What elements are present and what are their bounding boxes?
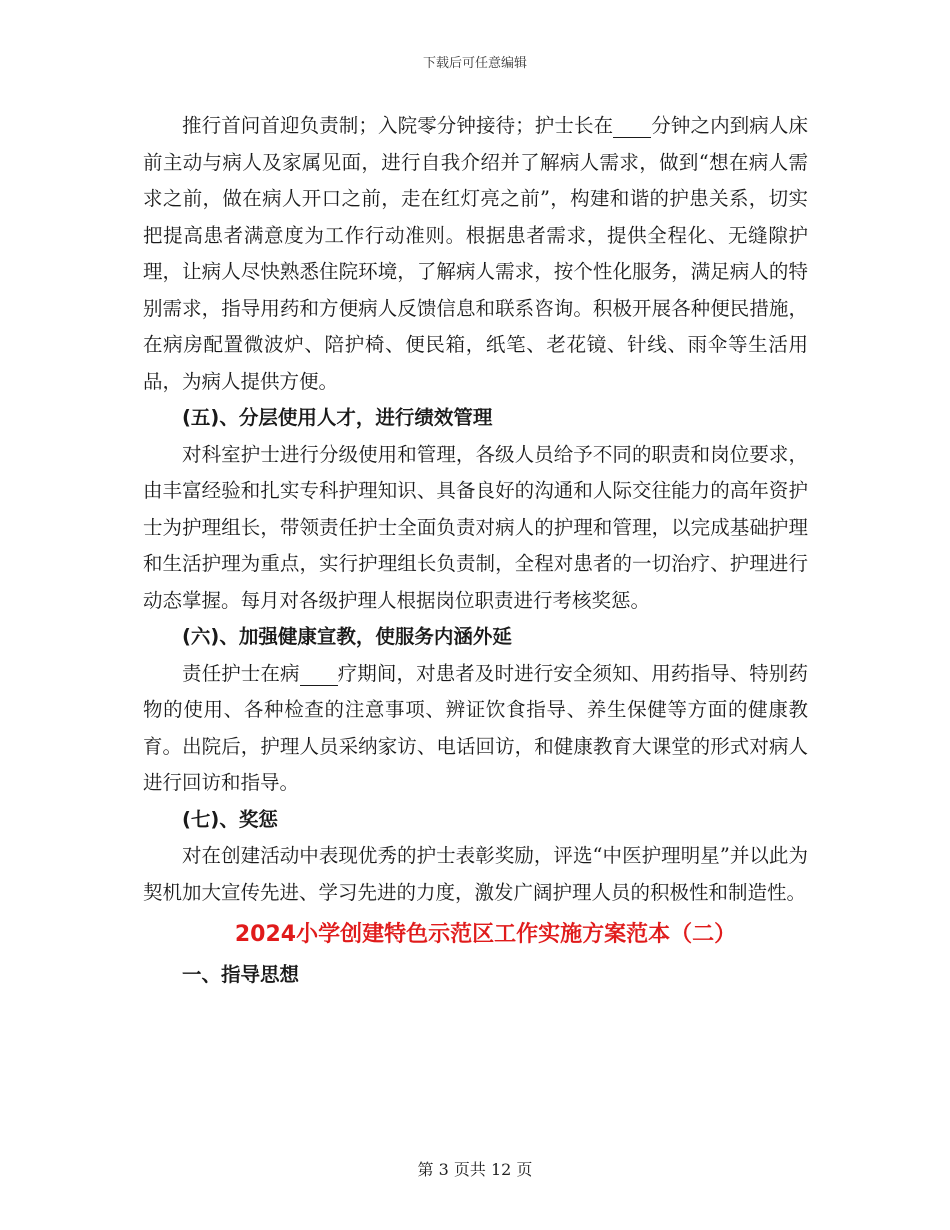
- paragraph-reception: [143, 108, 808, 400]
- paragraph-text: 责任护士在病: [182, 661, 300, 685]
- paragraph-text: 分钟之内到病人床前主动与病人及家属见面，进行自我介绍并了解病人需求，做到“想在病人需求之前，做在病人开口之前，走在红灯亮之前”，构建和谐的护患关系，切实把提高患者满意度为工作行动准则。根据患者需求，提供全程化、无缝隙护理，让病人尽快熟悉住院环境，了解病人需求，按个性化服务，满足病人的特别需求，指导用药和方便病人反馈信息和联系咨询。积极开展各种便民措施，在病房配置微波炉、陪护椅、便民箱，纸笔、老花镜、针线、雨伞等生活用品，为病人提供方便。: [143, 114, 808, 393]
- section-heading-6: (六)、加强健康宣教，使服务内涵外延: [182, 625, 512, 648]
- fill-in-blank: [300, 663, 338, 686]
- fill-in-blank: [613, 115, 651, 138]
- document-title: 2024小学创建特色示范区工作实施方案范本（二）: [234, 922, 737, 947]
- paragraph-rewards: 对在创建活动中表现优秀的护士表彰奖励，评选“中医护理明星”并以此为契机加大宣传先进、学习先进的力度，激发广阔护理人员的积极性和制造性。: [143, 844, 808, 904]
- paragraph-health-education: [143, 656, 808, 802]
- section-heading-5: (五)、分层使用人才，进行绩效管理: [182, 406, 493, 429]
- document-body: [143, 108, 808, 994]
- paragraph-text: 推行首问首迎负责制；入院零分钟接待；护士长在: [182, 114, 614, 137]
- paragraph-text: 疗期间，对患者及时进行安全须知、用药指导、特别药物的使用、各种检查的注意事项、辨证饮食指导、养生保健等方面的健康教育。出院后，护理人员采纳家访、电话回访，和健康教育大课堂的形式对病人进行回访和指导。: [143, 661, 808, 794]
- page-footer: 第 3 页共 12 页: [417, 1160, 533, 1179]
- page-header: 下载后可任意编辑: [422, 56, 527, 71]
- paragraph-tiered-management: 对科室护士进行分级使用和管理，各级人员给予不同的职责和岗位要求，由丰富经验和扎实专科护理知识、具备良好的沟通和人际交往能力的高年资护士为护理组长，带领责任护士全面负责对病人的护理和管理，以完成基础护理和生活护理为重点，实行护理组长负责制，全程对患者的一切治疗、护理进行动态掌握。每月对各级护理人根据岗位职责进行考核奖惩。: [143, 442, 808, 612]
- section-heading-7: (七)、奖惩: [182, 807, 278, 831]
- section-heading-1: 一、指导思想: [182, 963, 300, 986]
